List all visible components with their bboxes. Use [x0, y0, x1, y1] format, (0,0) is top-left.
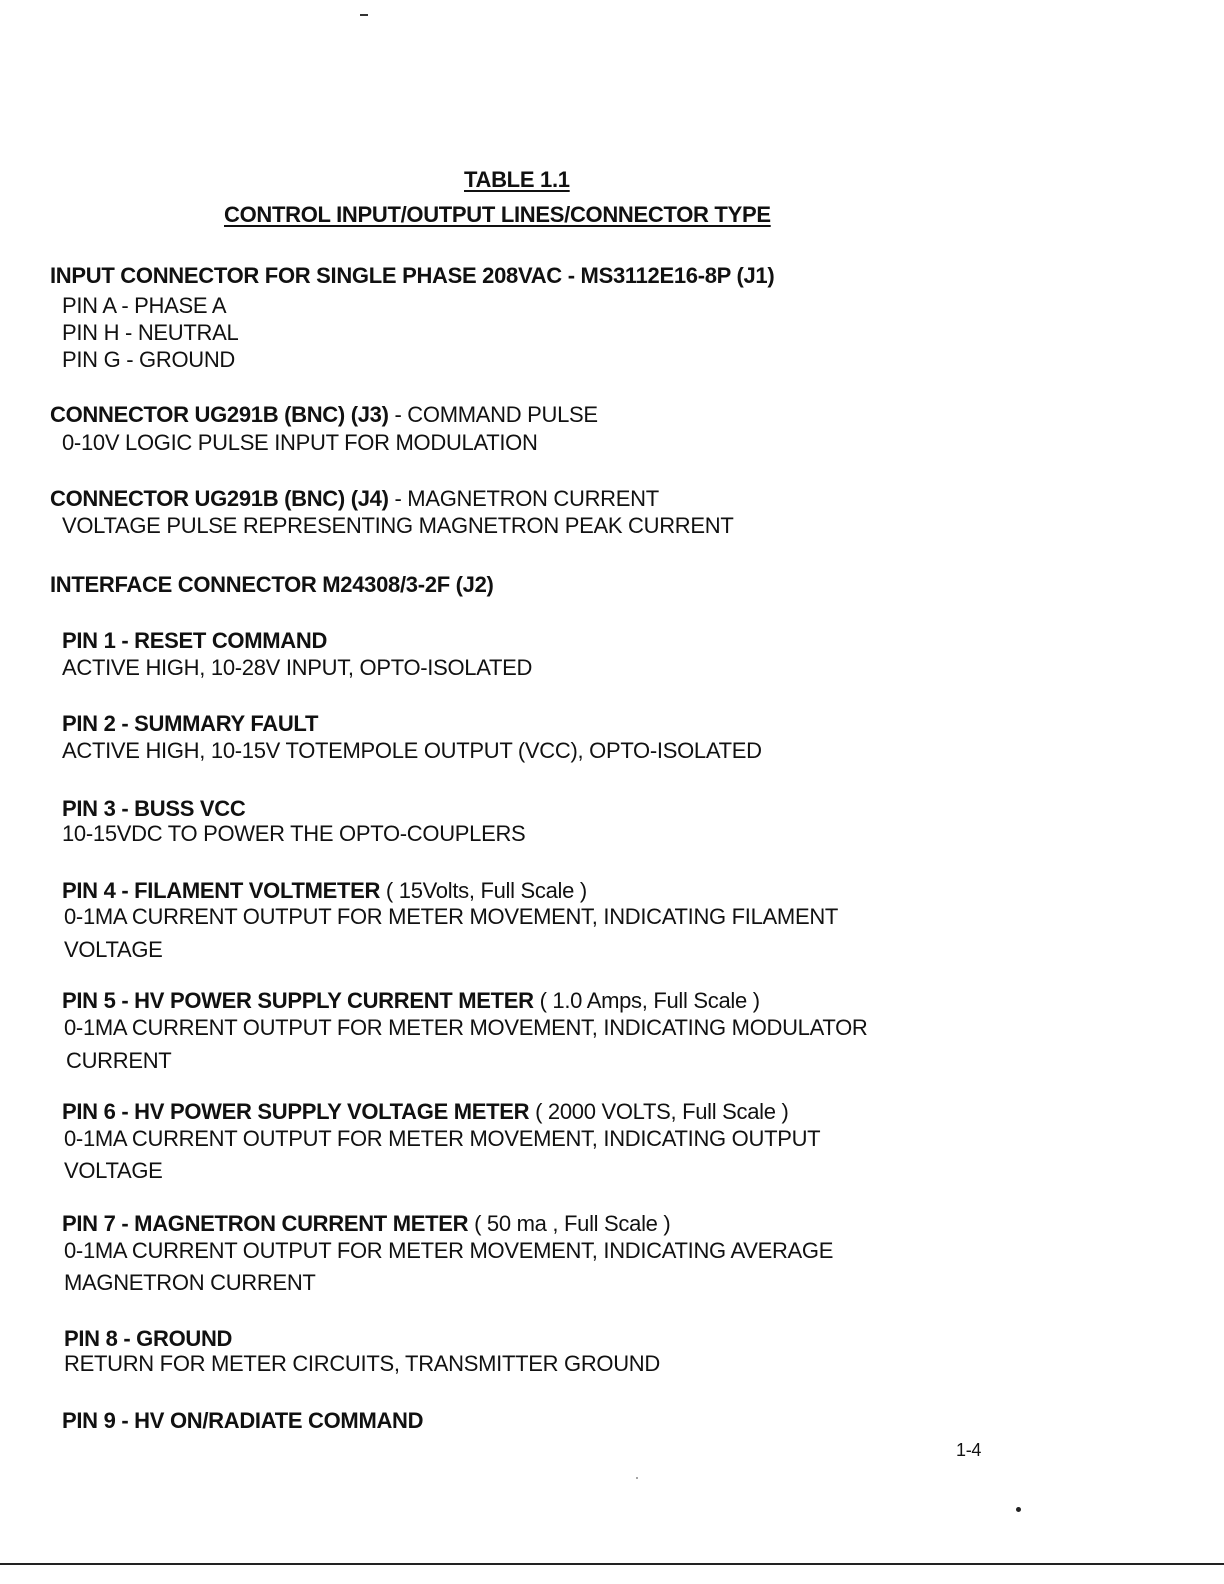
pin-label: PIN 1 - RESET COMMAND	[62, 628, 328, 653]
pin-scale-note: ( 1.0 Amps, Full Scale )	[533, 988, 760, 1013]
input-connector-heading: INPUT CONNECTOR FOR SINGLE PHASE 208VAC - MS3112E16-8P (J1)	[50, 263, 775, 288]
pin-4-description: 0-1MA CURRENT OUTPUT FOR METER MOVEMENT, INDICATING FILAMENT	[64, 904, 839, 929]
input-connector-line: PIN A - PHASE A	[62, 293, 227, 318]
pin-2-heading	[62, 711, 318, 737]
input-connector-line: PIN G - GROUND	[62, 347, 236, 372]
pin-label: PIN 5 - HV POWER SUPPLY CURRENT METER	[62, 988, 534, 1013]
input-connector-line: PIN H - NEUTRAL	[62, 320, 239, 345]
scan-speck	[636, 1477, 638, 1479]
table-subtitle: CONTROL INPUT/OUTPUT LINES/CONNECTOR TYPE	[224, 202, 771, 227]
pin-label: PIN 2 - SUMMARY FAULT	[62, 711, 319, 736]
j4-heading-bold: CONNECTOR UG291B (BNC) (J4)	[50, 486, 389, 511]
pin-label: PIN 7 - MAGNETRON CURRENT METER	[62, 1211, 469, 1236]
pin-scale-note: ( 50 ma , Full Scale )	[468, 1211, 671, 1236]
pin-4-description: VOLTAGE	[64, 937, 163, 962]
pin-label: PIN 3 - BUSS VCC	[62, 796, 246, 821]
j4-description: VOLTAGE PULSE REPRESENTING MAGNETRON PEAK CURRENT	[62, 513, 734, 538]
pin-2-description: ACTIVE HIGH, 10-15V TOTEMPOLE OUTPUT (VCC), OPTO-ISOLATED	[62, 738, 762, 763]
pin-6-heading	[62, 1099, 789, 1125]
pin-label: PIN 8 - GROUND	[64, 1326, 233, 1351]
pin-6-description: VOLTAGE	[64, 1158, 163, 1183]
pin-5-description: 0-1MA CURRENT OUTPUT FOR METER MOVEMENT, INDICATING MODULATOR	[64, 1015, 868, 1040]
pin-8-description: RETURN FOR METER CIRCUITS, TRANSMITTER GROUND	[64, 1351, 660, 1376]
page-bottom-rule	[0, 1563, 1224, 1565]
pin-scale-note: ( 2000 VOLTS, Full Scale )	[529, 1099, 789, 1124]
pin-7-heading	[62, 1211, 670, 1237]
pin-5-description: CURRENT	[66, 1048, 172, 1073]
j4-heading-rest: - MAGNETRON CURRENT	[388, 486, 659, 511]
pin-3-description: 10-15VDC TO POWER THE OPTO-COUPLERS	[62, 821, 526, 846]
interface-connector-heading: INTERFACE CONNECTOR M24308/3-2F (J2)	[50, 572, 494, 597]
pin-5-heading	[62, 988, 760, 1014]
scan-speck	[1016, 1507, 1021, 1512]
j3-description: 0-10V LOGIC PULSE INPUT FOR MODULATION	[62, 430, 538, 455]
j3-heading-bold: CONNECTOR UG291B (BNC) (J3)	[50, 402, 389, 427]
pin-1-heading	[62, 628, 327, 654]
pin-scale-note: ( 15Volts, Full Scale )	[380, 878, 587, 903]
scan-mark	[360, 14, 368, 16]
table-title: TABLE 1.1	[464, 167, 570, 192]
pin-6-description: 0-1MA CURRENT OUTPUT FOR METER MOVEMENT, INDICATING OUTPUT	[64, 1126, 821, 1151]
j3-heading	[50, 402, 598, 428]
pin-label: PIN 4 - FILAMENT VOLTMETER	[62, 878, 381, 903]
pin-label: PIN 6 - HV POWER SUPPLY VOLTAGE METER	[62, 1099, 530, 1124]
pin-8-heading	[64, 1326, 232, 1352]
j4-heading	[50, 486, 659, 512]
pin-3-heading	[62, 796, 245, 822]
page-number: 1-4	[956, 1440, 982, 1460]
pin-9-heading	[62, 1408, 423, 1434]
pin-7-description: MAGNETRON CURRENT	[64, 1270, 316, 1295]
pin-label: PIN 9 - HV ON/RADIATE COMMAND	[62, 1408, 424, 1433]
j3-heading-rest: - COMMAND PULSE	[388, 402, 598, 427]
pin-1-description: ACTIVE HIGH, 10-28V INPUT, OPTO-ISOLATED	[62, 655, 533, 680]
pin-7-description: 0-1MA CURRENT OUTPUT FOR METER MOVEMENT, INDICATING AVERAGE	[64, 1238, 834, 1263]
pin-4-heading	[62, 878, 587, 904]
